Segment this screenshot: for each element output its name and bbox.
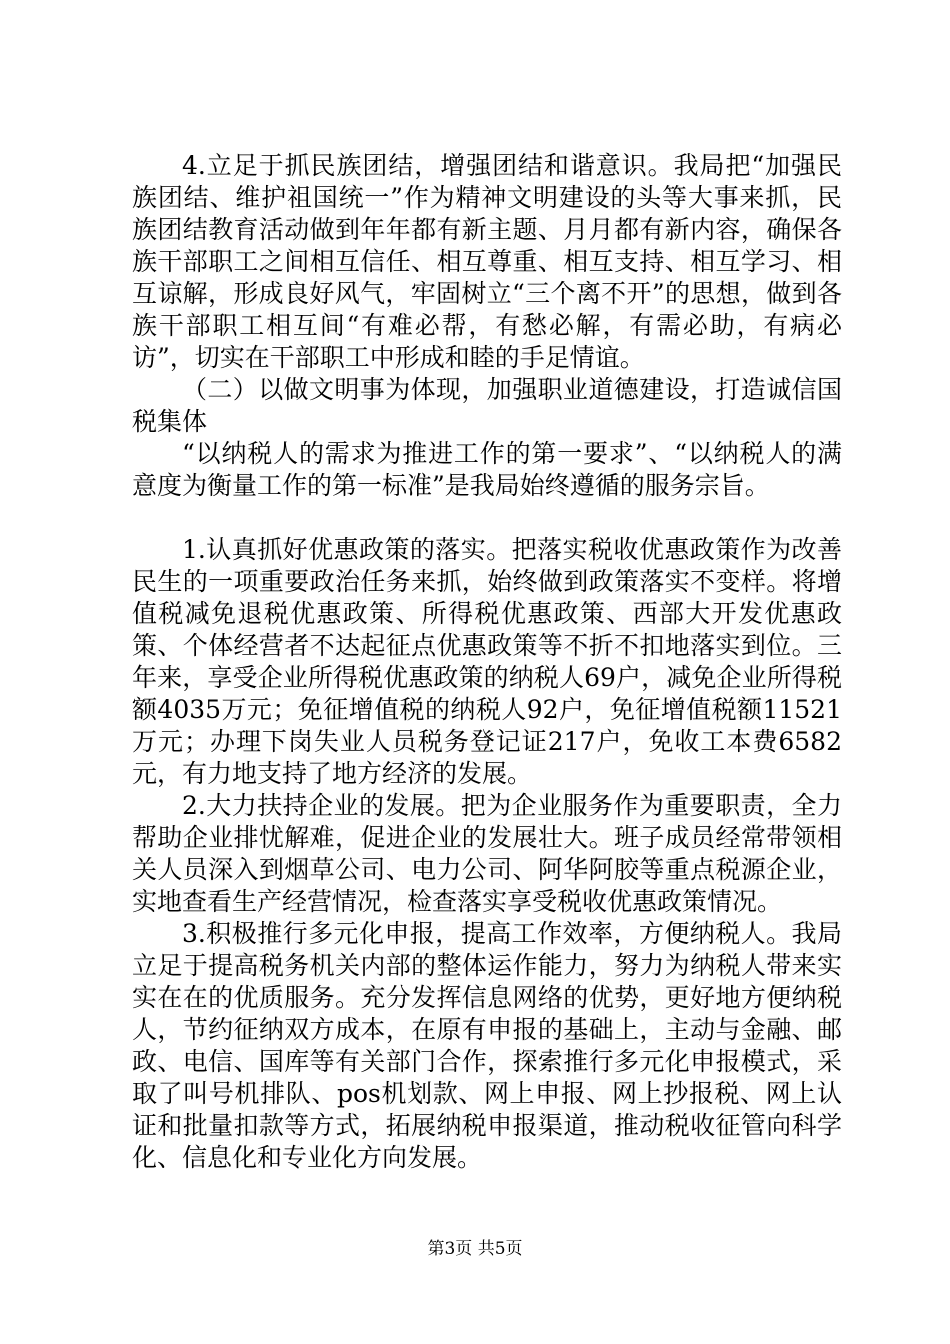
paragraph-enterprise-support: 2.大力扶持企业的发展。把为企业服务作为重要职责，全力帮助企业排忧解难，促进企业的发展壮大。班子成员经常带领相关人员深入到烟草公司、电力公司、阿华阿胶等重点税源企业，实地查看生产经营情况，检查落实享受税收优惠政策情况。	[132, 791, 842, 916]
paragraph-service-purpose: “以纳税人的需求为推进工作的第一要求”、“以纳税人的满意度为衡量工作的第一标准”是我局始终遵循的服务宗旨。	[132, 439, 842, 500]
page-number-footer: 第3页 共5页	[427, 1239, 523, 1259]
paragraph-preferential-policy: 1.认真抓好优惠政策的落实。把落实税收优惠政策作为改善民生的一项重要政治任务来抓，始终做到政策落实不变样。将增值税减免退税优惠政策、所得税优惠政策、西部大开发优惠政策、个体经营者不达起征点优惠政策等不折不扣地落实到位。三年来，享受企业所得税优惠政策的纳税人69户，减免企业所得税额4035万元；免征增值税的纳税人92户，免征增值税额11521万元；办理下岗失业人员税务登记证217户，免收工本费6582元，有力地支持了地方经济的发展。	[132, 535, 842, 788]
paragraph-diversified-filing: 3.积极推行多元化申报，提高工作效率，方便纳税人。我局立足于提高税务机关内部的整体运作能力，努力为纳税人带来实实在在的优质服务。充分发挥信息网络的优势，更好地方便纳税人，节约征纳双方成本，在原有申报的基础上，主动与金融、邮政、电信、国库等有关部门合作，探索推行多元化申报模式，采取了叫号机排队、pos机划款、网上申报、网上抄报税、网上认证和批量扣款等方式，拓展纳税申报渠道，推动税收征管向科学化、信息化和专业化方向发展。	[132, 919, 842, 1172]
document-body	[132, 150, 842, 1174]
paragraph-ethnic-unity: 4.立足于抓民族团结，增强团结和谐意识。我局把“加强民族团结、维护祖国统一”作为精神文明建设的头等大事来抓，民族团结教育活动做到年年都有新主题、月月都有新内容，确保各族干部职工之间相互信任、相互尊重、相互支持、相互学习、相互谅解，形成良好风气，牢固树立“三个离不开”的思想，做到各族干部职工相互间“有难必帮，有愁必解，有需必助，有病必访”，切实在干部职工中形成和睦的手足情谊。	[132, 151, 842, 372]
section-heading-two: （二）以做文明事为体现，加强职业道德建设，打造诚信国税集体	[132, 375, 842, 436]
